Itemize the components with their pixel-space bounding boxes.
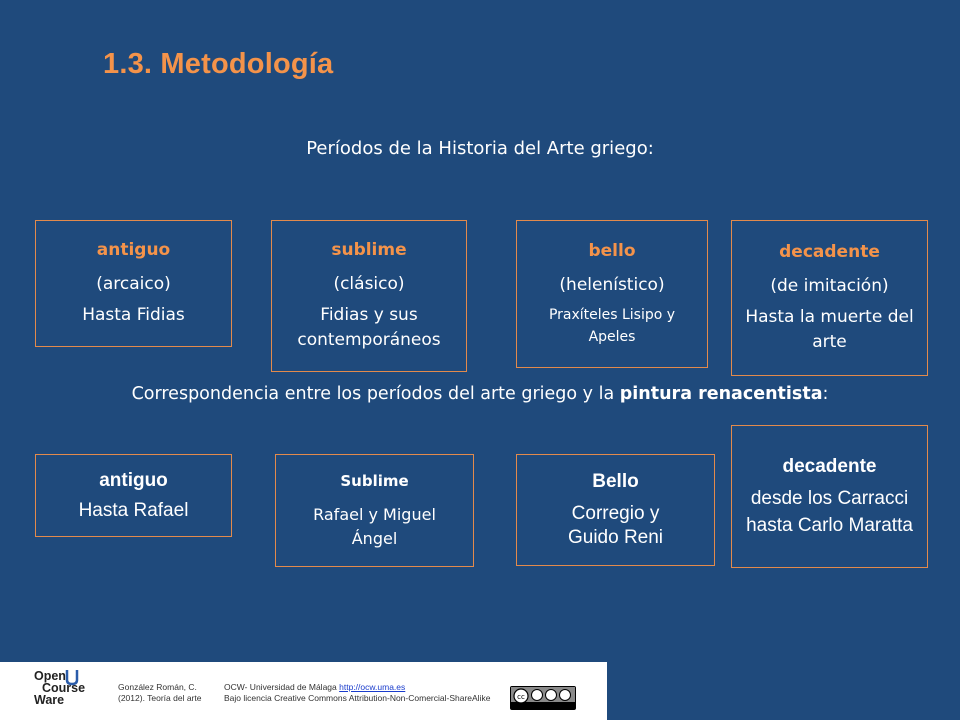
period-detail: Hasta la muerte del arte (745, 307, 914, 352)
period-detail: Praxíteles Lisipo y Apeles (548, 307, 676, 345)
license-text (224, 682, 490, 704)
period-heading: decadente (779, 242, 880, 262)
cc-badge-graphic (511, 687, 575, 709)
renaissance-detail: Hasta Rafael (78, 499, 189, 521)
opencourseware-logo-icon (64, 668, 80, 686)
period-paren: (helenístico) (559, 275, 665, 295)
creative-commons-badge-icon[interactable] (510, 686, 576, 710)
period-box-sublime (271, 220, 467, 372)
ocw-link[interactable]: http://ocw.uma.es (339, 682, 406, 692)
slide-subtitle: Períodos de la Historia del Arte griego: (306, 138, 654, 159)
renaissance-box-bello (516, 454, 715, 566)
renaissance-box-antiguo (35, 454, 232, 537)
author-credit (118, 682, 201, 704)
period-paren: (clásico) (333, 274, 405, 294)
correspondence-prefix: Correspondencia entre los períodos del arte griego y la (131, 384, 620, 404)
period-detail: Fidias y sus contemporáneos (297, 305, 441, 350)
correspondence-suffix: : (822, 384, 829, 404)
period-box-bello (516, 220, 708, 368)
renaissance-heading: antiguo (99, 469, 168, 491)
ocw-prefix: OCW- Universidad de Málaga (224, 682, 340, 692)
renaissance-detail: desde los Carracci hasta Carlo Maratta (746, 487, 913, 536)
renaissance-heading: Sublime (340, 471, 409, 490)
renaissance-heading: decadente (782, 455, 877, 477)
author-line: (2012). Teoría del arte (118, 693, 202, 703)
period-heading: sublime (331, 240, 407, 260)
renaissance-detail: Corregio y Guido Reni (567, 503, 664, 548)
period-box-decadente (731, 220, 928, 376)
correspondence-text (0, 384, 960, 404)
logo-line: Open (34, 669, 66, 683)
author-line: González Román, C. (118, 682, 197, 692)
period-paren: (de imitación) (770, 276, 889, 296)
period-heading: antiguo (96, 240, 171, 260)
period-detail: Hasta Fidias (82, 305, 185, 325)
correspondence-bold: pintura renacentista (619, 384, 823, 404)
period-paren: (arcaico) (96, 274, 171, 294)
footer-bar (0, 662, 607, 720)
svg-text:cc: cc (517, 693, 525, 701)
renaissance-detail: Rafael y Miguel Ángel (313, 504, 436, 548)
logo-line: Ware (34, 693, 65, 707)
renaissance-box-sublime (275, 454, 474, 567)
logo-line: Course (42, 681, 86, 695)
renaissance-heading: Bello (592, 471, 639, 492)
license-line: Bajo licencia Creative Commons Attribution-Non-Comercial-ShareAlike (224, 693, 491, 703)
ocw-line (224, 682, 490, 693)
period-box-antiguo (35, 220, 232, 347)
period-heading: bello (588, 241, 636, 261)
renaissance-box-decadente (731, 425, 928, 568)
slide-title: 1.3. Metodología (103, 48, 334, 80)
